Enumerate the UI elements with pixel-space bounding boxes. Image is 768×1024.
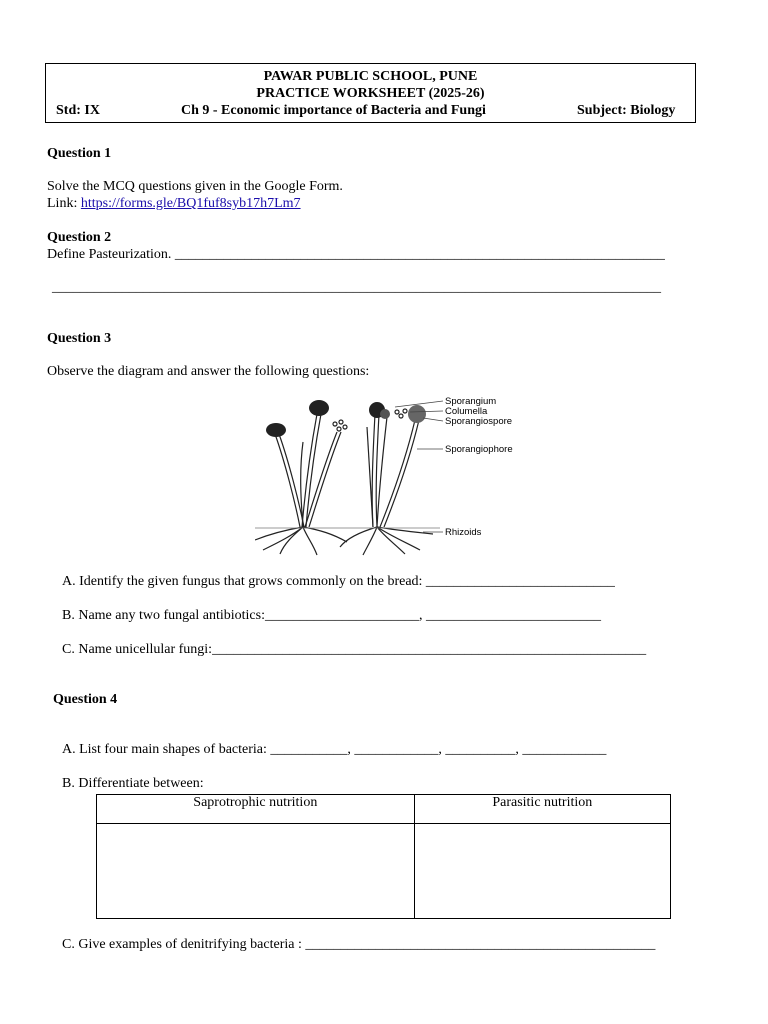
sporangia [266,400,426,437]
school-name: PAWAR PUBLIC SCHOOL, PUNE [263,69,478,84]
label-sporangium: Sporangium [445,396,497,407]
question-3c: C. Name unicellular fungi:______________________________________________________________ [62,642,647,657]
question-4a: A. List four main shapes of bacteria: ___________, ____________, __________, ____________ [62,742,607,757]
question-2-title: Question 2 [47,230,112,245]
question-3b: B. Name any two fungal antibiotics:______________________, _________________________ [62,608,601,623]
label-columella: Columella [445,406,488,417]
question-4b: B. Differentiate between: [62,776,204,791]
worksheet-header [45,63,696,123]
label-rhizoids: Rhizoids [445,527,482,538]
question-1-title: Question 1 [47,146,112,161]
table-header-row [97,795,671,824]
label-sporangiophore: Sporangiophore [445,444,513,455]
table-header-parasitic: Parasitic nutrition [414,795,670,824]
table-answer-row [97,824,671,919]
google-form-link[interactable]: https://forms.gle/BQ1fuf8syb17h7Lm7 [80,196,301,211]
answer-cell-saprotrophic [97,824,415,919]
question-3-intro: Observe the diagram and answer the following questions: [47,364,370,379]
bread-mould-diagram [255,392,530,560]
answer-cell-parasitic [414,824,670,919]
question-3-title: Question 3 [47,331,112,346]
question-1-text: Solve the MCQ questions given in the Google Form. [47,179,343,194]
question-4-title: Question 4 [53,692,118,707]
worksheet-title: PRACTICE WORKSHEET (2025-26) [256,86,485,101]
link-label: Link: [47,196,81,211]
question-1-link-line [47,196,301,212]
subject-label: Subject: Biology [577,103,676,118]
question-2-text: Define Pasteurization. ______________________________________________________________________ [47,247,665,262]
differentiate-table [96,794,671,919]
table-header-saprotrophic: Saprotrophic nutrition [97,795,415,824]
answer-blank-line: _______________________________________________________________________________________ [52,280,661,295]
question-3a: A. Identify the given fungus that grows commonly on the bread: ___________________________ [62,574,615,589]
question-4c: C. Give examples of denitrifying bacteria : __________________________________________________ [62,937,656,952]
label-sporangiospore: Sporangiospore [445,416,513,427]
std-label: Std: IX [56,103,100,118]
chapter-label: Ch 9 - Economic importance of Bacteria and Fungi [181,103,486,118]
